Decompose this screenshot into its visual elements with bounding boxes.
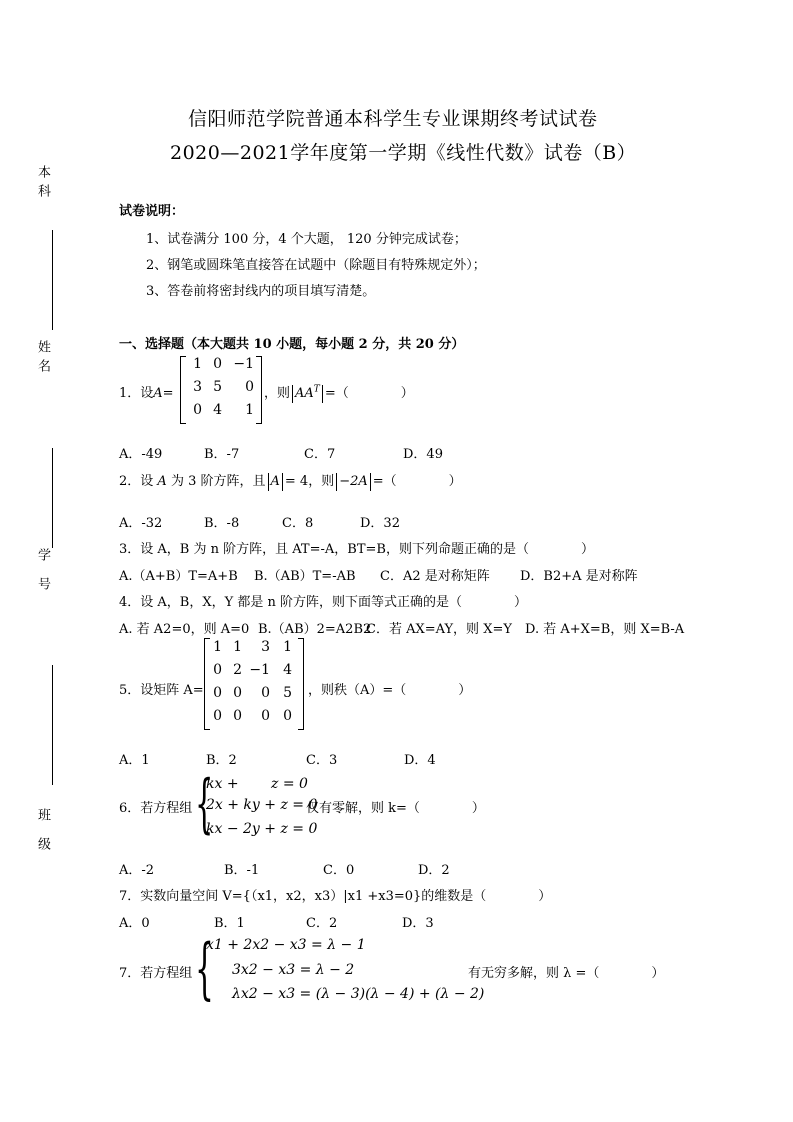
matrix-cell: 0	[233, 708, 242, 724]
matrix-cell: 2	[233, 662, 242, 678]
exam-title: 信阳师范学院普通本科学生专业课期终考试试卷	[188, 108, 598, 130]
q3-stem: 3．设 A，B 为 n 阶方阵，且 AT=-A，BT=B，则下列命题正确的是（ ）	[119, 542, 594, 557]
margin-line-1	[52, 230, 53, 330]
q4-option-b[interactable]: B.（AB）2=A2B2	[258, 622, 372, 637]
q1-matrix	[180, 356, 262, 424]
matrix-cell: 3	[193, 379, 202, 395]
q7a-option-d[interactable]: D．3	[402, 916, 434, 931]
q7a-option-a[interactable]: A．0	[119, 916, 150, 931]
margin-label-number: 学 号	[35, 548, 50, 597]
q2-option-a[interactable]: A．-32	[119, 516, 163, 531]
q7b-prefix: 7．若方程组	[119, 966, 193, 981]
margin-label-class: 班 级	[35, 808, 50, 857]
matrix-cell: 5	[283, 685, 292, 701]
margin-label-benke: 本科	[35, 165, 50, 203]
q1-option-a[interactable]: A．-49	[119, 447, 163, 462]
matrix-cell: 0	[193, 402, 202, 418]
section-heading: 一、选择题（本大题共 10 小题，每小题 2 分，共 20 分）	[119, 337, 465, 352]
matrix-cell: −1	[249, 662, 270, 678]
matrix-cell: 1	[213, 639, 222, 655]
q5-option-a[interactable]: A．1	[119, 753, 150, 768]
q3-option-c[interactable]: C．A2 是对称矩阵	[380, 569, 490, 584]
margin-label-name: 姓名	[35, 340, 50, 378]
q6-equation: kx + z = 0	[206, 776, 308, 792]
q5-tail: ，则秩（A）=（ ）	[308, 683, 472, 698]
matrix-cell: 1	[245, 402, 254, 418]
instruction-item: 1、试卷满分 100 分，4 个大题， 120 分钟完成试卷；	[146, 232, 467, 247]
instructions-heading: 试卷说明：	[119, 204, 185, 219]
q6-tail: 仅有零解，则 k=（ ）	[306, 801, 485, 816]
q7a-stem: 7．实数向量空间 V={（x1，x2，x3）|x1 +x3=0}的维数是（ ）	[119, 889, 552, 904]
matrix-cell: 1	[193, 356, 202, 372]
matrix-cell: 0	[213, 356, 222, 372]
q4-option-c[interactable]: C．若 AX=AY，则 X=Y	[366, 622, 512, 637]
q4-option-a[interactable]: A. 若 A2=0，则 A=0	[119, 622, 250, 637]
q3-option-b[interactable]: B.（AB）T=-AB	[254, 569, 356, 584]
q6-brace: {	[195, 767, 214, 841]
instruction-item: 2、钢笔或圆珠笔直接答在试题中（除题目有特殊规定外）；	[146, 258, 486, 273]
q2-stem: 2．设 A 为 3 阶方阵，且 A = 4，则 −2A =（ ）	[119, 474, 462, 489]
matrix-cell: 0	[213, 708, 222, 724]
q3-option-a[interactable]: A.（A+B）T=A+B	[119, 569, 238, 584]
q6-equation: kx − 2y + z = 0	[206, 821, 318, 837]
q7b-equation: x1 + 2x2 − x3 = λ − 1	[206, 937, 366, 953]
q5-matrix	[204, 638, 304, 730]
matrix-cell: 0	[233, 685, 242, 701]
q6-option-c[interactable]: C．0	[323, 863, 355, 878]
instruction-item: 3、答卷前将密封线内的项目填写清楚。	[146, 284, 376, 299]
q5-option-b[interactable]: B．2	[206, 753, 237, 768]
q7b-tail: 有无穷多解，则 λ =（ ）	[468, 966, 665, 981]
q6-option-b[interactable]: B．-1	[224, 863, 260, 878]
q5-option-d[interactable]: D．4	[404, 753, 436, 768]
matrix-cell: −1	[233, 356, 254, 372]
matrix-cell: 0	[261, 685, 270, 701]
q2-option-c[interactable]: C．8	[282, 516, 314, 531]
q5-prefix: 5．设矩阵 A=	[119, 683, 204, 698]
q7a-option-b[interactable]: B．1	[214, 916, 245, 931]
q6-option-a[interactable]: A．-2	[119, 863, 155, 878]
q2-option-d[interactable]: D．32	[360, 516, 400, 531]
matrix-cell: 1	[283, 639, 292, 655]
matrix-cell: 0	[245, 379, 254, 395]
q6-prefix: 6．若方程组	[119, 801, 193, 816]
q4-option-d[interactable]: D. 若 A+X=B，则 X=B-A	[525, 622, 685, 637]
q7b-equation: λx2 − x3 = (λ − 3)(λ − 4) + (λ − 2)	[232, 986, 485, 1002]
matrix-cell: 4	[213, 402, 222, 418]
exam-subtitle: 2020—2021学年度第一学期《线性代数》试卷（B）	[170, 142, 637, 164]
matrix-cell: 4	[283, 662, 292, 678]
matrix-cell: 0	[261, 708, 270, 724]
matrix-cell: 0	[213, 662, 222, 678]
q5-option-c[interactable]: C．3	[306, 753, 338, 768]
q1-option-b[interactable]: B．-7	[204, 447, 240, 462]
matrix-cell: 1	[233, 639, 242, 655]
q6-option-d[interactable]: D．2	[418, 863, 450, 878]
q2-option-b[interactable]: B．-8	[204, 516, 240, 531]
q3-option-d[interactable]: D．B2+A 是对称阵	[520, 569, 638, 584]
q7a-option-c[interactable]: C．2	[306, 916, 338, 931]
q1-option-c[interactable]: C．7	[304, 447, 336, 462]
matrix-cell: 0	[213, 685, 222, 701]
margin-line-2	[52, 448, 53, 548]
q1-tail: ，则 $AA^T$ =（ ）	[264, 384, 414, 401]
matrix-cell: 3	[261, 639, 270, 655]
q7b-brace: {	[195, 930, 214, 1007]
margin-line-3	[52, 665, 53, 785]
q4-stem: 4．设 A，B，X，Y 都是 n 阶方阵，则下面等式正确的是（ ）	[119, 595, 527, 610]
q7b-equation: 3x2 − x3 = λ − 2	[232, 962, 355, 978]
q1-prefix: 1．设A=	[119, 386, 174, 401]
matrix-cell: 5	[213, 379, 222, 395]
matrix-cell: 0	[283, 708, 292, 724]
q1-option-d[interactable]: D．49	[403, 447, 443, 462]
q6-equation: 2x + ky + z = 0	[206, 797, 318, 813]
